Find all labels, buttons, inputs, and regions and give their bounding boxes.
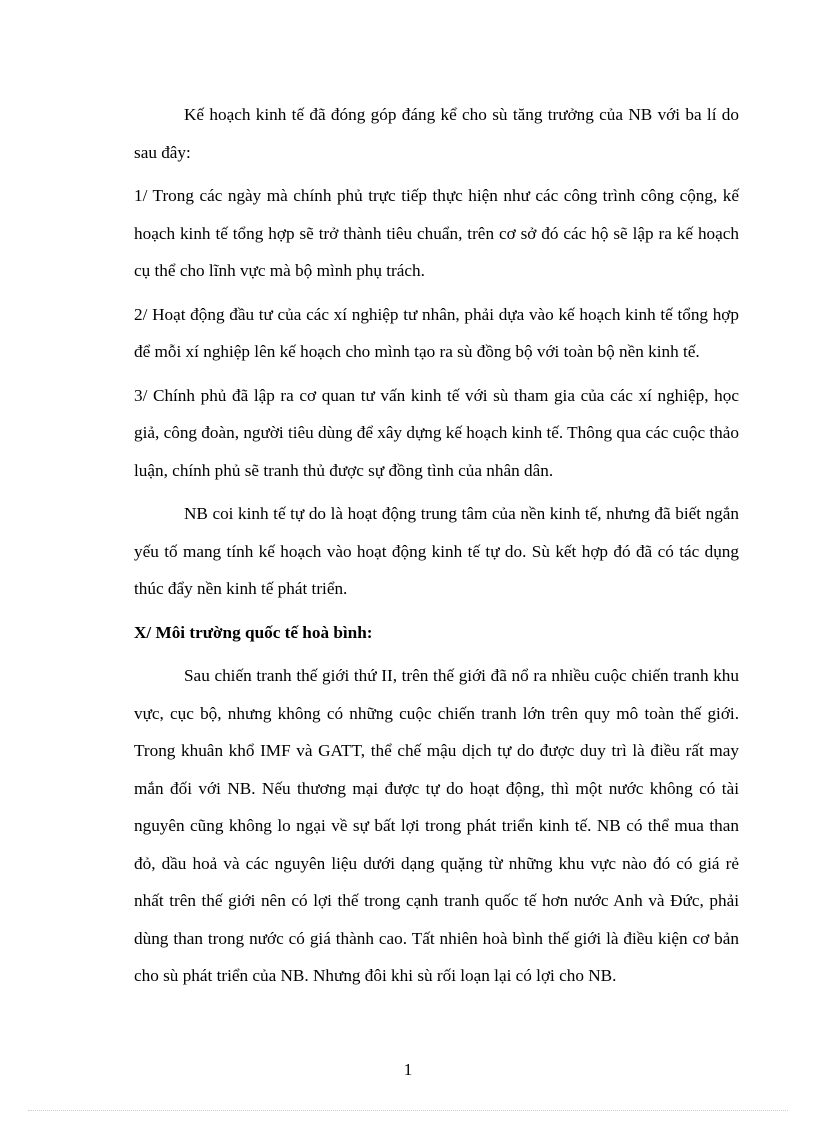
paragraph-reason-2: 2/ Hoạt động đầu tư của các xí nghiệp tư nhân, phải dựa vào kế hoạch kinh tế tổng hợp để mỗi xí nghiệp lên kế hoạch cho mình tạo ra sù đồng bộ với toàn bộ nền kinh tế. [134, 304, 739, 361]
paragraph-free-economy: NB coi kinh tế tự do là hoạt động trung tâm của nền kinh tế, nhưng đã biết ngắn yếu tố mang tính kế hoạch vào hoạt động kinh tế tự do. Sù kết hợp đó đã có tác dụng thúc đẩy nền kinh tế phát triển. [134, 504, 739, 598]
paragraph-reason-3: 3/ Chính phủ đã lập ra cơ quan tư vấn kinh tế với sù tham gia của các xí nghiệp, học giả, công đoàn, người tiêu dùng để xây dựng kế hoạch kinh tế. Thông qua các cuộc thảo luận, chính phủ sẽ tranh thủ được sự đồng tình của nhân dân. [134, 385, 739, 480]
paragraph-reason-1: 1/ Trong các ngày mà chính phủ trực tiếp thực hiện như các công trình công cộng, kế hoạch kinh tế tổng hợp sẽ trở thành tiêu chuẩn, trên cơ sở đó các hộ sẽ lập ra kế hoạch cụ thể cho lĩnh vực mà bộ mình phụ trách. [134, 186, 739, 280]
paragraph-peace: Sau chiến tranh thế giới thứ II, trên thế giới đã nổ ra nhiều cuộc chiến tranh khu vực, cục bộ, nhưng không có những cuộc chiến tranh lớn trên quy mô toàn thế giới. Trong khuân khổ IMF và GATT, thể chế mậu dịch tự do được duy trì là điều rất may mắn đối với NB. Nếu thương mại được tự do hoạt động, thì một nước không có tài nguyên cũng không lo ngại về sự bất lợi trong phát triển kinh tế. NB có thể mua than đỏ, dầu hoả và các nguyên liệu dưới dạng quặng từ những khu vực nào đó có giá rẻ nhất trên thế giới nên có lợi thế trong cạnh tranh quốc tế hơn nước Anh và Đức, phải dùng than trong nước có giá thành cao. Tất nhiên hoà bình thế giới là điều kiện cơ bản cho sù phát triển của NB. Nhưng đôi khi sù rối loạn lại có lợi cho NB. [134, 666, 739, 985]
paragraph-intro: Kế hoạch kinh tế đã đóng góp đáng kể cho sù tăng trưởng của NB với ba lí do sau đây: [134, 105, 739, 162]
page-bottom-divider [28, 1110, 788, 1111]
page-number: 1 [403, 1060, 413, 1079]
document-body [134, 96, 739, 1001]
section-heading: X/ Môi trường quốc tế hoà bình: [134, 622, 373, 642]
